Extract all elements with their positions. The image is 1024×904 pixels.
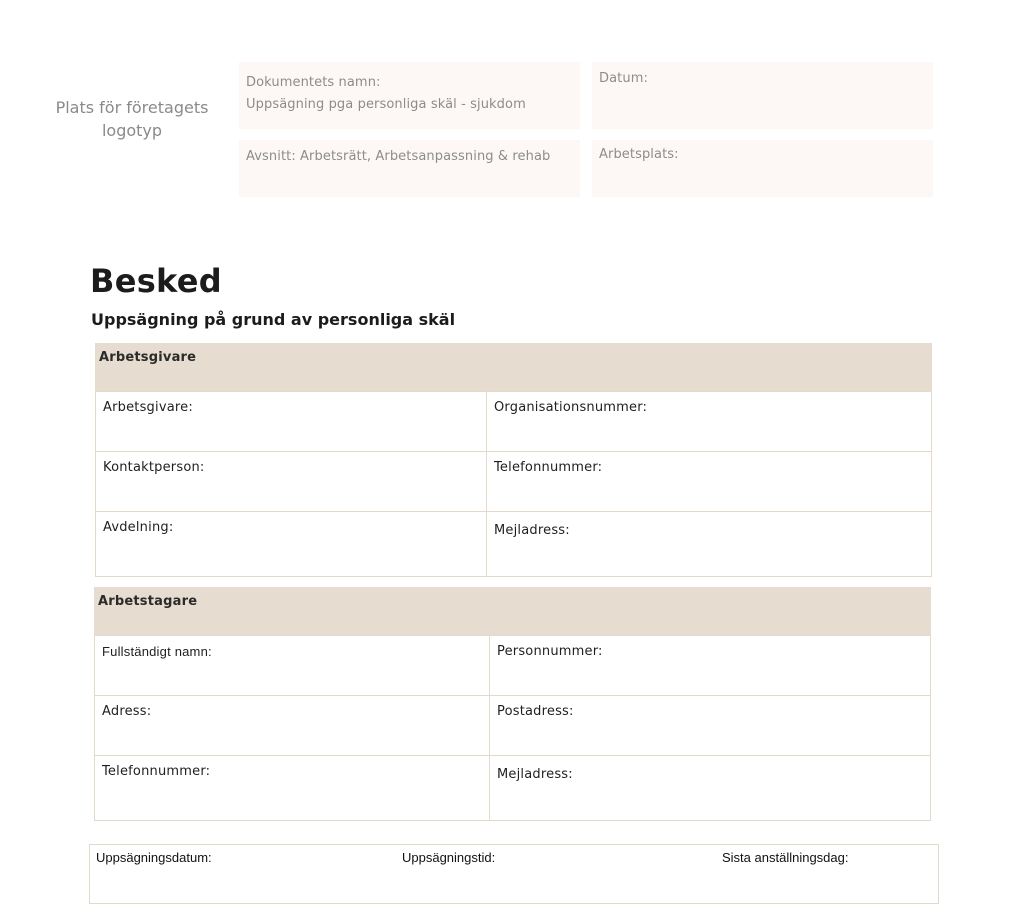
company-logo-placeholder [50,96,214,142]
logo-placeholder-line1: Plats för företagets [55,98,209,117]
department-field[interactable]: Avdelning: [96,512,487,577]
termination-details [89,844,939,904]
employer-section [95,343,932,577]
postal-address-field[interactable]: Postadress: [490,696,931,756]
document-name-field[interactable] [239,62,580,129]
last-employment-day-field[interactable]: Sista anställningsdag: [722,850,849,865]
employer-email-field[interactable]: Mejladress: [487,512,932,577]
termination-date-field[interactable]: Uppsägningsdatum: [96,850,212,865]
employee-section [94,587,931,821]
document-name-value: Uppsägning pga personliga skäl - sjukdom [246,97,526,112]
employee-form-grid [94,635,931,821]
notice-period-field[interactable]: Uppsägningstid: [402,850,496,865]
employer-section-header: Arbetsgivare [95,343,932,391]
contact-person-field[interactable]: Kontaktperson: [96,452,487,512]
employee-email-field[interactable]: Mejladress: [490,756,931,821]
employee-phone-field[interactable]: Telefonnummer: [95,756,490,821]
document-name-label: Dokumentets namn: [246,75,381,90]
page-title: Besked [90,262,222,300]
workplace-field[interactable] [592,140,933,197]
org-number-field[interactable]: Organisationsnummer: [487,392,932,452]
address-field[interactable]: Adress: [95,696,490,756]
employer-name-field[interactable]: Arbetsgivare: [96,392,487,452]
section-label: Avsnitt: Arbetsrätt, Arbetsanpassning & rehab [246,149,551,164]
full-name-field[interactable]: Fullständigt namn: [95,636,490,696]
section-field[interactable] [239,140,580,197]
page-subtitle: Uppsägning på grund av personliga skäl [91,310,456,329]
date-label: Datum: [599,71,648,86]
employer-phone-field[interactable]: Telefonnummer: [487,452,932,512]
personal-number-field[interactable]: Personnummer: [490,636,931,696]
workplace-label: Arbetsplats: [599,147,679,162]
logo-placeholder-line2: logotyp [101,121,163,140]
employer-form-grid [95,391,932,577]
employee-section-header: Arbetstagare [94,587,931,635]
date-field[interactable] [592,62,933,129]
